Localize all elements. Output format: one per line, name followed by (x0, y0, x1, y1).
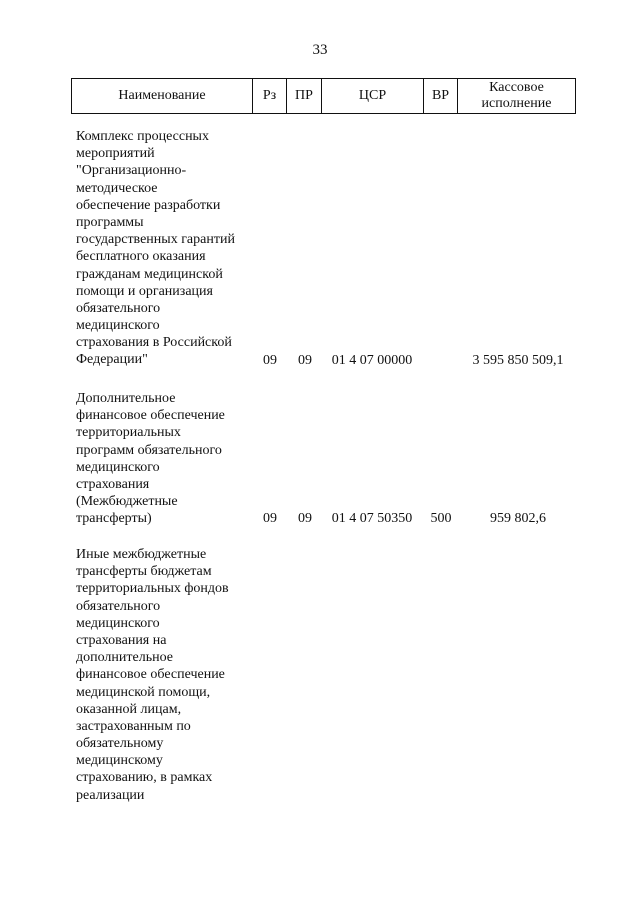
name-line: трансферты) (76, 511, 152, 527)
name-line: обеспечение разработки (76, 197, 221, 213)
name-line: страхования (76, 476, 150, 492)
name-line: бесплатного оказания (76, 249, 206, 265)
row-rz: 09 (263, 511, 277, 527)
name-line: страхованию, в рамках (76, 770, 213, 786)
name-line: медицинского (76, 459, 160, 475)
row-rz: 09 (263, 352, 277, 368)
name-line: гражданам медицинской (76, 266, 223, 282)
name-line: (Межбюджетные (76, 494, 178, 510)
name-line: трансферты бюджетам (76, 564, 212, 580)
name-line: Комплекс процессных (76, 129, 209, 144)
name-line: реализации (76, 787, 145, 803)
name-line: помощи и организация (76, 283, 213, 299)
header-sum-line2: исполнение (481, 96, 552, 111)
name-line: застрахованным по (76, 718, 191, 734)
name-line: медицинскому (76, 753, 163, 769)
name-line: медицинской помощи, (76, 684, 211, 700)
row-vr: 500 (430, 511, 452, 527)
name-line: дополнительное (76, 650, 173, 666)
header-vr: ВР (424, 79, 458, 114)
name-line: страхования в Российской (76, 335, 232, 351)
name-line: финансовое обеспечение (76, 667, 225, 683)
name-line: медицинского (76, 318, 160, 334)
name-line: страхования на (76, 632, 167, 648)
name-line: методическое (76, 180, 158, 196)
row-sum: 3 595 850 509,1 (472, 352, 564, 368)
row-sum: 959 802,6 (490, 511, 546, 527)
name-line: медицинского (76, 615, 160, 631)
row-pr: 09 (298, 511, 312, 527)
row-csr: 01 4 07 00000 (331, 352, 413, 368)
name-line: обязательного (76, 300, 161, 316)
name-line: мероприятий (76, 146, 155, 162)
name-line: обязательному (76, 736, 164, 752)
row-pr: 09 (298, 352, 312, 368)
name-line: Федерации" (76, 352, 148, 368)
header-sum-line1: Кассовое (489, 80, 544, 95)
row-name (76, 390, 258, 528)
header-rz: Рз (253, 79, 287, 114)
name-line: Иные межбюджетные (76, 547, 207, 562)
name-line: "Организационно- (76, 163, 187, 179)
header-csr: ЦСР (322, 79, 424, 114)
page-number: 33 (312, 42, 328, 58)
name-line: программы (76, 214, 144, 230)
row-name (76, 546, 258, 804)
name-line: оказанной лицам, (76, 701, 182, 717)
name-line: территориальных фондов (76, 581, 229, 597)
name-line: программ обязательного (76, 442, 222, 458)
name-line: финансовое обеспечение (76, 408, 225, 424)
table-header (71, 78, 576, 114)
name-line: государственных гарантий (76, 232, 235, 248)
header-sum (458, 79, 576, 114)
row-csr: 01 4 07 50350 (331, 511, 413, 527)
header-name: Наименование (72, 79, 253, 114)
name-line: Дополнительное (76, 391, 176, 406)
header-pr: ПР (287, 79, 322, 114)
row-name (76, 128, 258, 369)
name-line: территориальных (76, 425, 181, 441)
name-line: обязательного (76, 598, 161, 614)
